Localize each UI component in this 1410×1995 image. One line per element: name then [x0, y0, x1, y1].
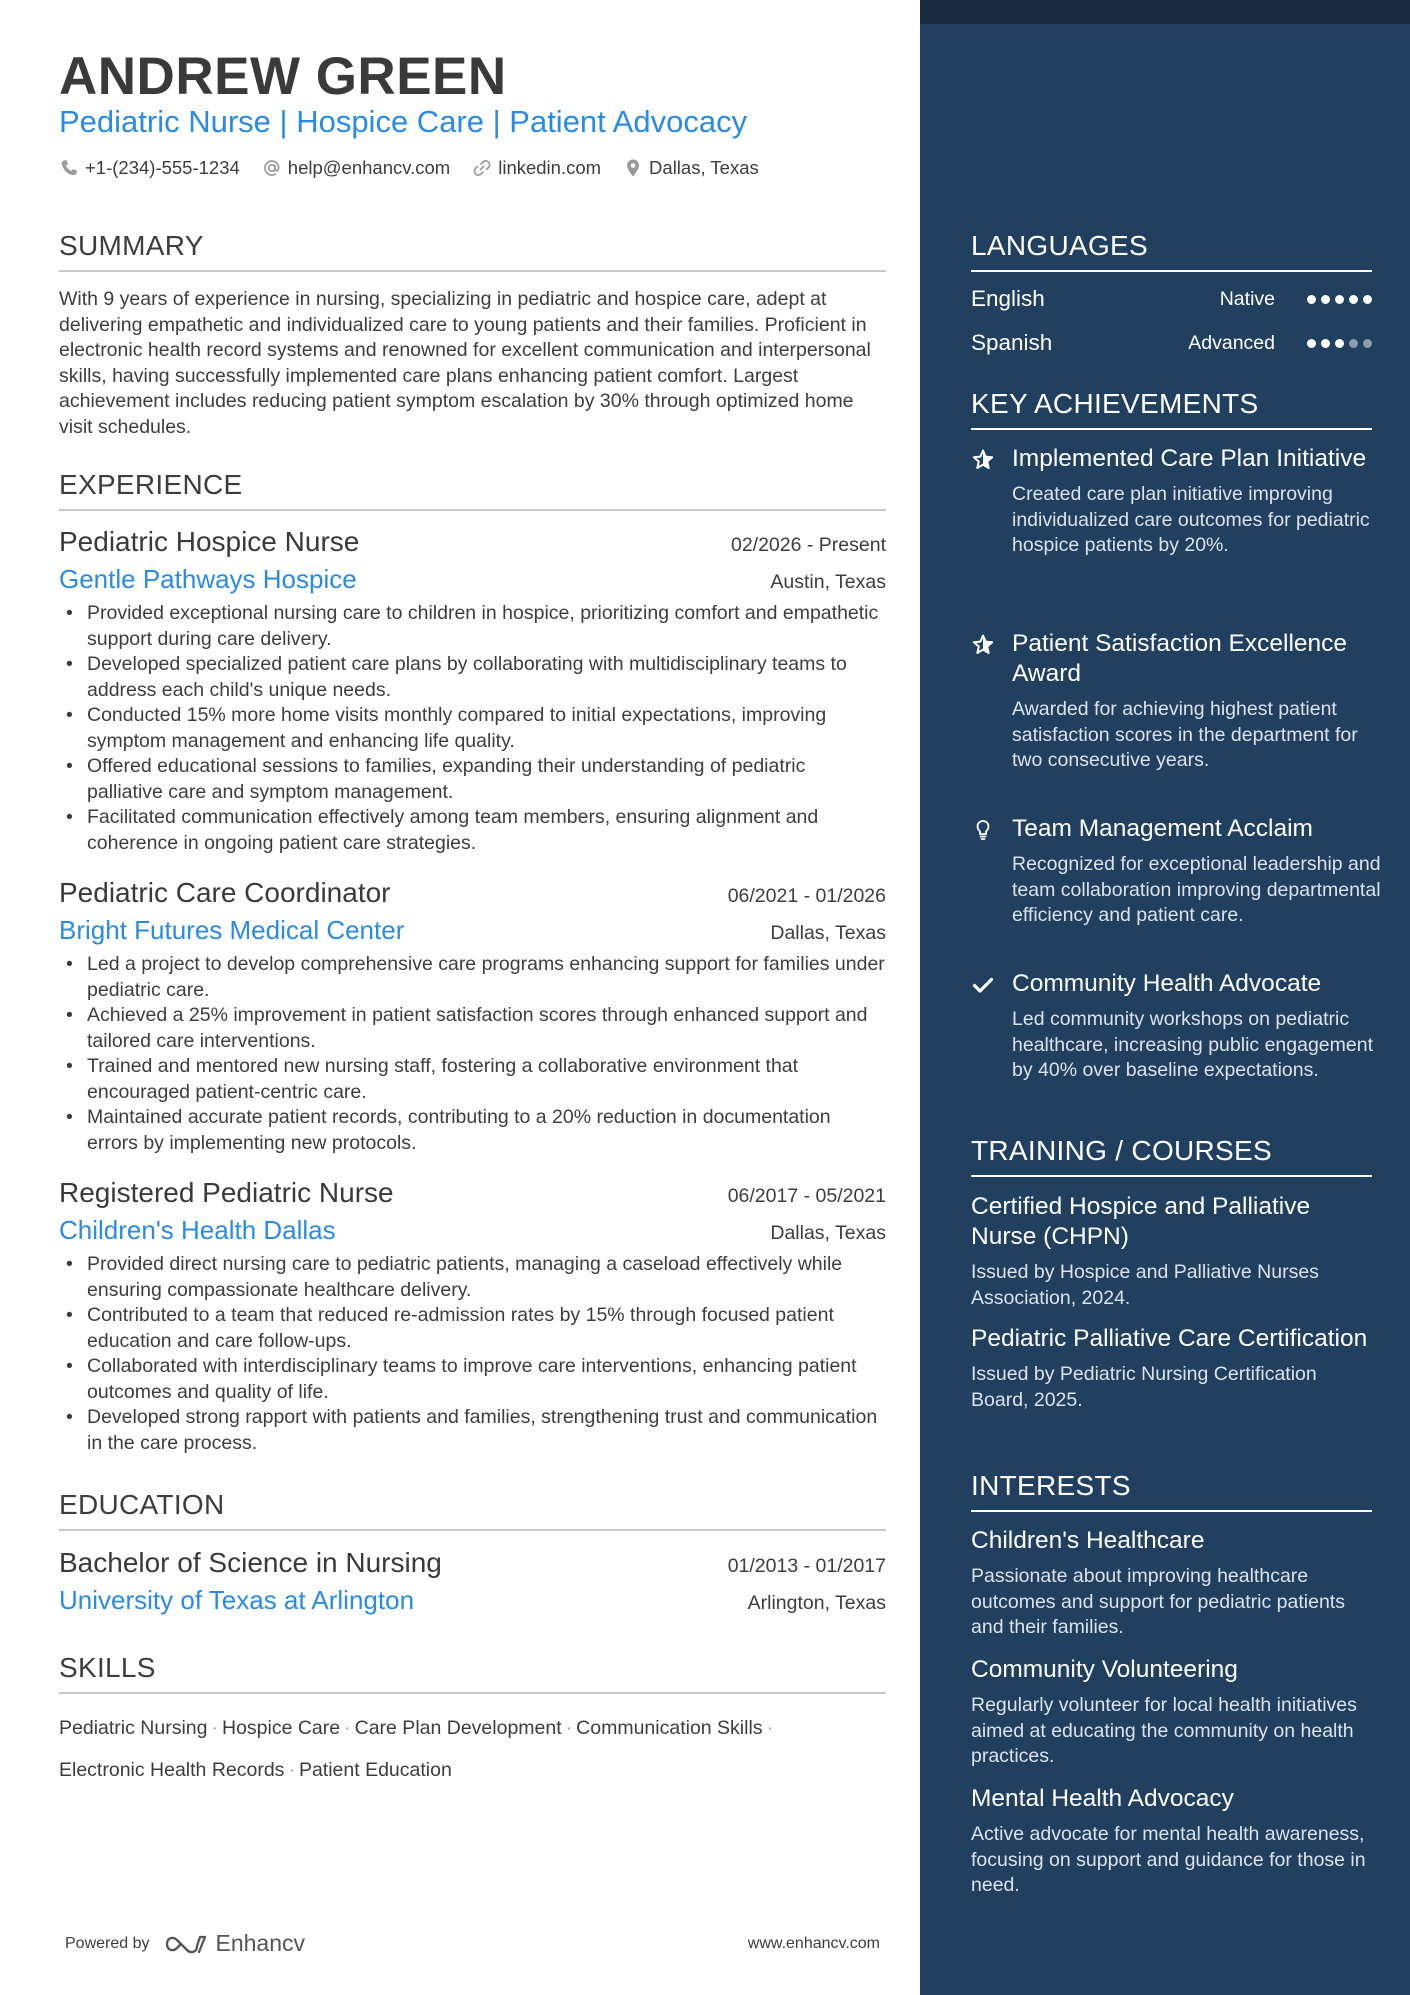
- skill-item: Hospice Care: [221, 1717, 341, 1739]
- summary-text: With 9 years of experience in nursing, specializing in pediatric and hospice care, adept at delivering empathetic and individualized care to young patients and their families. Proficient in electronic health record systems and renowned for excellent communication and interpersonal skills, having successfully implemented care plans enhancing patient comfort. Largest achievement includes reducing patient symptom escalation by 30% through optimized home visit schedules.: [59, 288, 871, 438]
- language-name: Spanish: [971, 330, 1053, 355]
- candidate-name: ANDREW GREEN: [59, 47, 507, 106]
- bullet-item: • Provided exceptional nursing care to children in hospice, prioritizing comfort and empathetic support during care delivery.: [59, 601, 886, 652]
- sidebar-top-band: [920, 0, 1410, 24]
- achievement-item: [971, 814, 1381, 929]
- interest-item: [971, 1655, 1371, 1770]
- enhancv-logo[interactable]: [164, 1930, 306, 1957]
- school-location: Arlington, Texas: [747, 1592, 886, 1614]
- job-bullets: [59, 1252, 886, 1456]
- star-icon: [971, 448, 995, 472]
- achievements-heading: KEY ACHIEVEMENTS: [971, 388, 1372, 430]
- bullet-item: • Developed specialized patient care plans by collaborating with multidisciplinary teams to address each child's unique needs.: [59, 652, 886, 703]
- experience-heading: EXPERIENCE: [59, 469, 886, 511]
- job-entry: [59, 1177, 886, 1456]
- bullet-item: • Led a project to develop comprehensive care programs enhancing support for families under pediatric care.: [59, 952, 886, 1003]
- bullet-item: • Achieved a 25% improvement in patient satisfaction scores through enhanced support and tailored care interventions.: [59, 1003, 886, 1054]
- interest-desc: Active advocate for mental health awareness, focusing on support and guidance for those in need.: [971, 1823, 1366, 1896]
- contact-location: [623, 157, 759, 179]
- contact-linkedin[interactable]: [472, 157, 601, 179]
- language-level: Advanced: [1188, 331, 1275, 354]
- language-level: Native: [1219, 287, 1275, 310]
- skill-item: Patient Education: [298, 1759, 452, 1781]
- job-dates: 06/2017 - 05/2021: [727, 1185, 886, 1207]
- proficiency-dots: [1307, 295, 1372, 304]
- skill-separator: ·: [211, 1717, 218, 1739]
- link-icon: [472, 158, 492, 178]
- skill-item: Communication Skills: [576, 1717, 763, 1739]
- achievement-desc: Led community workshops on pediatric healthcare, increasing public engagement by 40% over baseline expectations.: [1012, 1008, 1373, 1081]
- dot-filled: [1321, 295, 1330, 304]
- training-title: Pediatric Palliative Care Certification: [971, 1325, 1368, 1352]
- job-bullets: [59, 601, 886, 856]
- interest-title: Community Volunteering: [971, 1656, 1238, 1683]
- job-location: Dallas, Texas: [770, 922, 886, 944]
- achievement-desc: Awarded for achieving highest patient satisfaction scores in the department for two consecutive years.: [1012, 698, 1358, 771]
- job-title: Pediatric Hospice Nurse: [59, 526, 360, 557]
- achievement-title: Implemented Care Plan Initiative: [1012, 445, 1367, 472]
- company-name[interactable]: Bright Futures Medical Center: [59, 915, 405, 945]
- skill-separator: ·: [344, 1717, 351, 1739]
- skill-separator: ·: [288, 1759, 295, 1781]
- language-row: [971, 286, 1372, 312]
- training-heading: TRAINING / COURSES: [971, 1135, 1372, 1177]
- dot-empty: [1363, 339, 1372, 348]
- education-heading: EDUCATION: [59, 1489, 886, 1531]
- dot-filled: [1307, 295, 1316, 304]
- school-name[interactable]: University of Texas at Arlington: [59, 1585, 415, 1615]
- achievement-desc: Created care plan initiative improving individualized care outcomes for pediatric hospice patients by 20%.: [1012, 483, 1370, 556]
- job-dates: 06/2021 - 01/2026: [727, 885, 886, 907]
- achievement-desc: Recognized for exceptional leadership and team collaboration improving departmental efficiency and patient care.: [1012, 853, 1381, 926]
- enhancv-mark-icon: [164, 1932, 210, 1956]
- skill-separator: ·: [565, 1717, 573, 1739]
- at-icon: [262, 158, 282, 178]
- skills-list: [59, 1707, 886, 1791]
- sidebar: [920, 0, 1410, 1995]
- phone-text: +1-(234)-555-1234: [85, 157, 240, 178]
- achievement-item: [971, 444, 1381, 559]
- location-text: Dallas, Texas: [649, 157, 759, 178]
- dot-empty: [1349, 339, 1358, 348]
- training-title: Certified Hospice and Palliative Nurse (CHPN): [971, 1193, 1311, 1250]
- bullet-item: • Facilitated communication effectively among team members, ensuring alignment and coherence in ongoing patient care strategies.: [59, 805, 886, 856]
- achievement-title: Team Management Acclaim: [1012, 815, 1313, 842]
- interests-heading: INTERESTS: [971, 1470, 1372, 1512]
- star-icon: [971, 633, 995, 657]
- job-location: Austin, Texas: [770, 571, 886, 593]
- linkedin-text: linkedin.com: [498, 157, 602, 178]
- summary-heading: SUMMARY: [59, 230, 886, 272]
- email-text: help@enhancv.com: [287, 157, 451, 178]
- powered-by-label: Powered by: [65, 1934, 150, 1952]
- job-title: Pediatric Care Coordinator: [59, 877, 391, 908]
- dot-filled: [1349, 295, 1358, 304]
- dot-filled: [1307, 339, 1316, 348]
- interest-desc: Regularly volunteer for local health initiatives aimed at educating the community on health practices.: [971, 1694, 1357, 1767]
- skill-item: Care Plan Development: [354, 1717, 562, 1739]
- interest-title: Mental Health Advocacy: [971, 1785, 1234, 1812]
- contact-phone[interactable]: [59, 157, 240, 179]
- company-name[interactable]: Gentle Pathways Hospice: [59, 564, 357, 594]
- education-entry: [59, 1547, 886, 1616]
- training-desc: Issued by Hospice and Palliative Nurses Association, 2024.: [971, 1261, 1319, 1309]
- proficiency-dots: [1307, 339, 1372, 348]
- job-title: Registered Pediatric Nurse: [59, 1177, 394, 1208]
- dot-filled: [1321, 339, 1330, 348]
- lightbulb-icon: [971, 818, 995, 842]
- dot-filled: [1335, 339, 1344, 348]
- education-dates: 01/2013 - 01/2017: [727, 1555, 886, 1577]
- job-dates: 02/2026 - Present: [730, 534, 886, 556]
- skill-item: Pediatric Nursing: [59, 1717, 208, 1739]
- achievement-title: Patient Satisfaction Excellence Award: [1012, 630, 1348, 687]
- achievement-item: [971, 969, 1381, 1084]
- interest-title: Children's Healthcare: [971, 1527, 1205, 1554]
- skill-item: Electronic Health Records: [59, 1759, 285, 1781]
- footer: [65, 1930, 880, 1957]
- achievement-item: [971, 629, 1381, 774]
- job-bullets: [59, 952, 886, 1156]
- footer-url[interactable]: www.enhancv.com: [747, 1934, 880, 1952]
- dot-filled: [1363, 295, 1372, 304]
- degree-title: Bachelor of Science in Nursing: [59, 1547, 442, 1578]
- bullet-item: • Trained and mentored new nursing staff, fostering a collaborative environment that encouraged patient-centric care.: [59, 1054, 886, 1105]
- achievement-title: Community Health Advocate: [1012, 970, 1322, 997]
- checkmark-icon: [971, 973, 995, 997]
- dot-filled: [1335, 295, 1344, 304]
- skill-separator: ·: [766, 1717, 774, 1739]
- interest-desc: Passionate about improving healthcare outcomes and support for pediatric patients and their families.: [971, 1565, 1345, 1638]
- company-name[interactable]: Children's Health Dallas: [59, 1215, 336, 1245]
- languages-heading: LANGUAGES: [971, 230, 1372, 272]
- skills-heading: SKILLS: [59, 1652, 886, 1694]
- training-item: [971, 1192, 1371, 1311]
- bullet-item: • Contributed to a team that reduced re-admission rates by 15% through focused patient education and care follow-ups.: [59, 1303, 886, 1354]
- brand-name: Enhancv: [215, 1930, 306, 1956]
- bullet-item: • Collaborated with interdisciplinary teams to improve care interventions, enhancing patient outcomes and quality of life.: [59, 1354, 886, 1405]
- powered-by: [65, 1930, 305, 1957]
- headline: Pediatric Nurse | Hospice Care | Patient Advocacy: [59, 104, 748, 139]
- job-location: Dallas, Texas: [770, 1222, 886, 1244]
- bullet-item: • Offered educational sessions to families, expanding their understanding of pediatric palliative care and symptom management.: [59, 754, 886, 805]
- contact-bar: [59, 157, 759, 179]
- training-desc: Issued by Pediatric Nursing Certification Board, 2025.: [971, 1363, 1317, 1411]
- bullet-item: • Maintained accurate patient records, contributing to a 20% reduction in documentation errors by implementing new protocols.: [59, 1105, 886, 1156]
- language-row: [971, 330, 1372, 356]
- interest-item: [971, 1526, 1371, 1641]
- bullet-item: • Provided direct nursing care to pediatric patients, managing a caseload effectively while ensuring compassionate healthcare delivery.: [59, 1252, 886, 1303]
- contact-email[interactable]: [262, 157, 450, 179]
- job-entry: [59, 877, 886, 1156]
- bullet-item: • Developed strong rapport with patients and families, strengthening trust and communication in the care process.: [59, 1405, 886, 1456]
- language-name: English: [971, 286, 1045, 311]
- job-entry: [59, 526, 886, 856]
- phone-icon: [59, 158, 79, 178]
- bullet-item: • Conducted 15% more home visits monthly compared to initial expectations, improving symptom management and enhancing life quality.: [59, 703, 886, 754]
- interest-item: [971, 1784, 1371, 1899]
- training-item: [971, 1324, 1371, 1413]
- location-pin-icon: [623, 158, 643, 178]
